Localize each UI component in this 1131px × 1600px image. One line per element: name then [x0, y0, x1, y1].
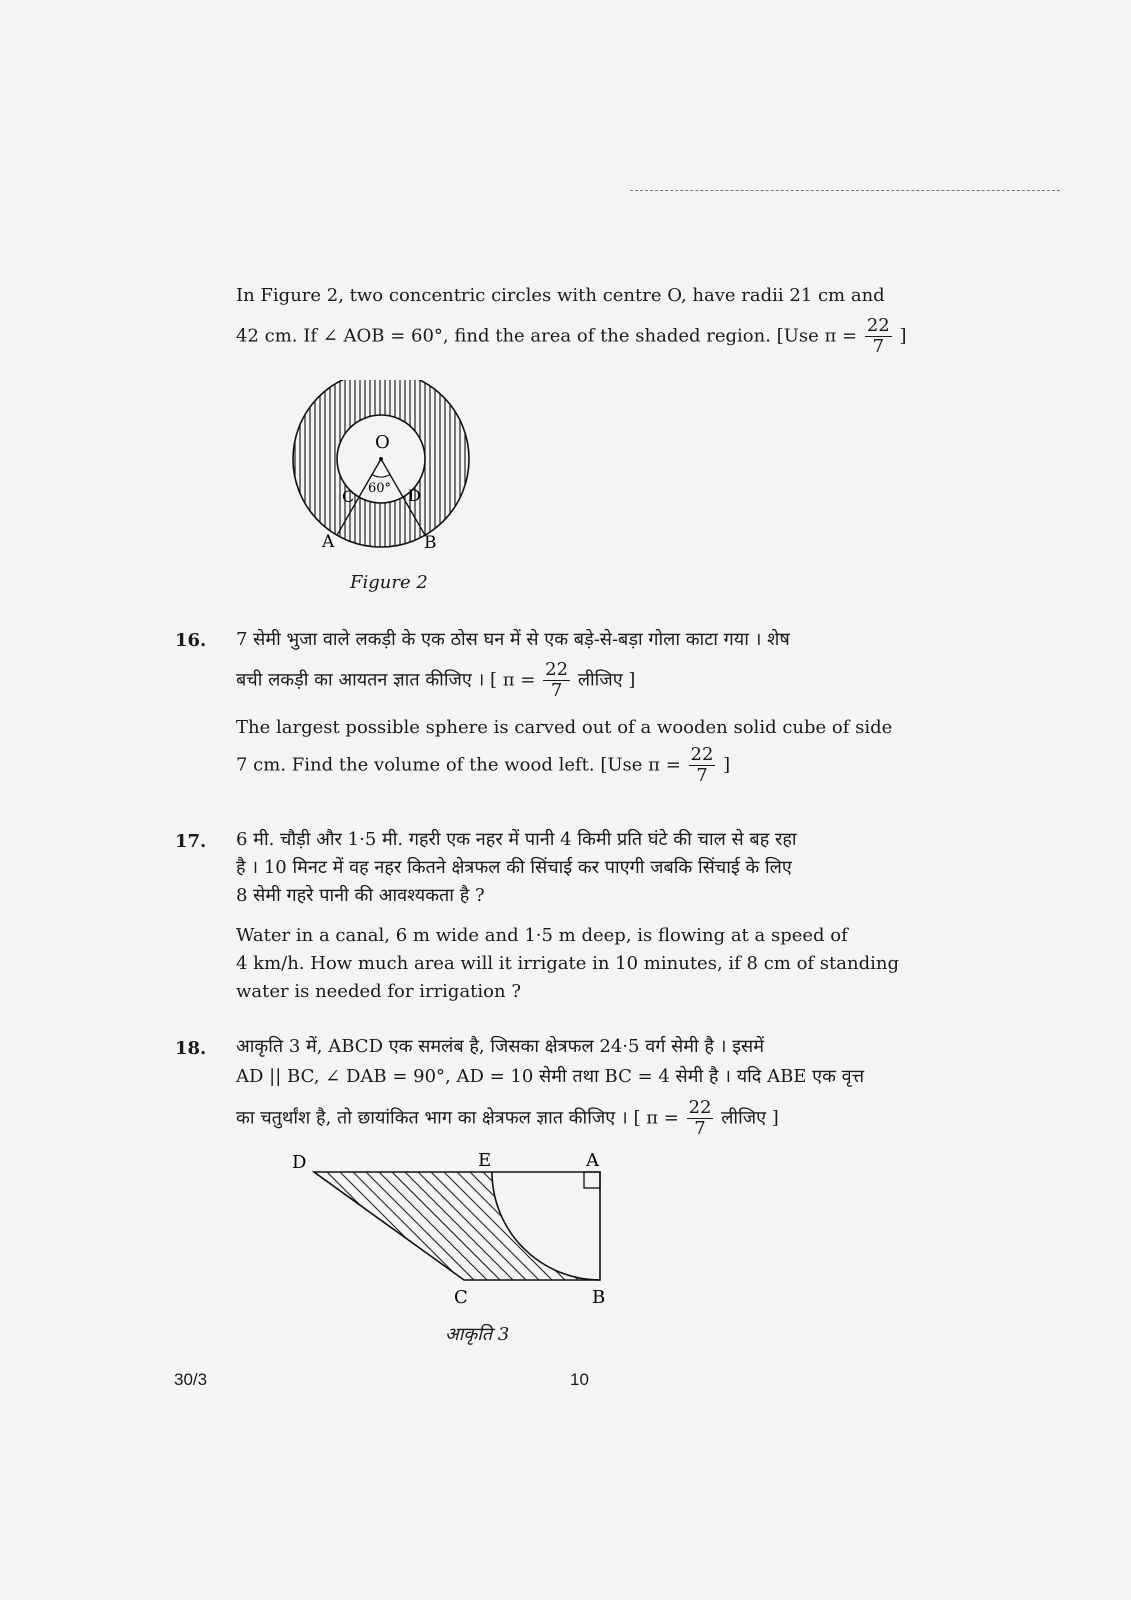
q18-hindi-line3-end: लीजिए ]: [721, 1107, 779, 1129]
q16-hindi-line2-start: बची लकड़ी का आयतन ज्ञात कीजिए । [ π =: [236, 669, 536, 691]
fraction-numerator: 22: [690, 744, 714, 765]
q15-text-line2: [236, 316, 936, 357]
shaded-region-hatching: [314, 1172, 617, 1280]
q18-pi-fraction: [687, 1098, 714, 1139]
page-number: 10: [570, 1370, 589, 1389]
label-o: O: [375, 432, 390, 453]
label-e: E: [478, 1150, 492, 1171]
q18-hindi-line3-start: का चतुर्थांश है, तो छायांकित भाग का क्षेत्रफल ज्ञात कीजिए । [ π =: [236, 1107, 679, 1129]
q15-text-line1: In Figure 2, two concentric circles with centre O, have radii 21 cm and: [236, 285, 885, 306]
q16-number: 16.: [175, 630, 207, 651]
q17-english-line2: 4 km/h. How much area will it irrigate in 10 minutes, if 8 cm of standing: [236, 953, 899, 974]
label-d: D: [408, 486, 421, 505]
q17-hindi-line2: है । 10 मिनट में वह नहर कितने क्षेत्रफल की सिंचाई कर पाएगी जबकि सिंचाई के लिए: [236, 857, 792, 878]
fraction-numerator: 22: [866, 315, 890, 336]
q16-english-line1: The largest possible sphere is carved out of a wooden solid cube of side: [236, 717, 893, 738]
fraction-denominator: 7: [696, 765, 708, 786]
q18-hindi-line2: AD || BC, ∠ DAB = 90°, AD = 10 सेमी तथा BC = 4 सेमी है । यदि ABE एक वृत्त: [236, 1066, 865, 1087]
q18-number: 18.: [175, 1038, 207, 1059]
label-c: C: [342, 487, 355, 506]
q17-hindi-line3: 8 सेमी गहरे पानी की आवश्यकता है ?: [236, 885, 485, 906]
q18-hindi-line1: आकृति 3 में, ABCD एक समलंब है, जिसका क्षेत्रफल 24·5 वर्ग सेमी है । इसमें: [236, 1036, 764, 1057]
label-c: C: [454, 1287, 468, 1308]
label-b: B: [592, 1287, 606, 1308]
q16-hindi-line1: 7 सेमी भुजा वाले लकड़ी के एक ठोस घन में से एक बड़े-से-बड़ा गोला काटा गया । शेष: [236, 629, 790, 650]
figure-3-caption: आकृति 3: [445, 1324, 510, 1345]
figure-2-diagram: [290, 380, 480, 560]
fraction-denominator: 7: [550, 680, 563, 701]
figure-2-caption: Figure 2: [350, 572, 428, 593]
label-a: A: [322, 532, 335, 552]
q16-english-pi-fraction: [689, 745, 716, 786]
fraction-denominator: 7: [872, 336, 885, 357]
q17-english-line3: water is needed for irrigation ?: [236, 981, 521, 1002]
right-angle-mark: [584, 1172, 600, 1188]
paper-code: 30/3: [174, 1370, 208, 1389]
label-b: B: [424, 533, 437, 553]
q15-line2-end: ]: [899, 325, 907, 347]
q16-hindi-line2-end: लीजिए ]: [577, 669, 636, 691]
label-d: D: [292, 1152, 307, 1173]
figure-3-diagram: [290, 1150, 630, 1310]
label-a: A: [586, 1150, 599, 1171]
fraction-numerator: 22: [545, 659, 569, 680]
q15-line2-start: 42 cm. If ∠ AOB = 60°, find the area of the shaded region. [Use π =: [236, 325, 858, 347]
fraction-numerator: 22: [688, 1097, 712, 1118]
q16-english-line2: [236, 745, 936, 786]
q16-english-line2-start: 7 cm. Find the volume of the wood left. [Use π =: [236, 754, 681, 776]
fraction-denominator: 7: [694, 1118, 706, 1139]
q15-pi-fraction: [865, 316, 892, 357]
q16-hindi-pi-fraction: [543, 660, 570, 701]
q16-english-line2-end: ]: [723, 754, 731, 776]
q17-hindi-line1: 6 मी. चौड़ी और 1·5 मी. गहरी एक नहर में पानी 4 किमी प्रति घंटे की चाल से बह रहा: [236, 829, 797, 850]
label-angle: 60°: [368, 481, 392, 496]
q18-hindi-line3: [236, 1098, 936, 1139]
centre-point: [379, 457, 383, 461]
q17-number: 17.: [175, 831, 207, 852]
top-divider: [630, 190, 1060, 191]
q17-english-line1: Water in a canal, 6 m wide and 1·5 m deep, is flowing at a speed of: [236, 925, 848, 946]
q16-hindi-line2: [236, 660, 936, 701]
